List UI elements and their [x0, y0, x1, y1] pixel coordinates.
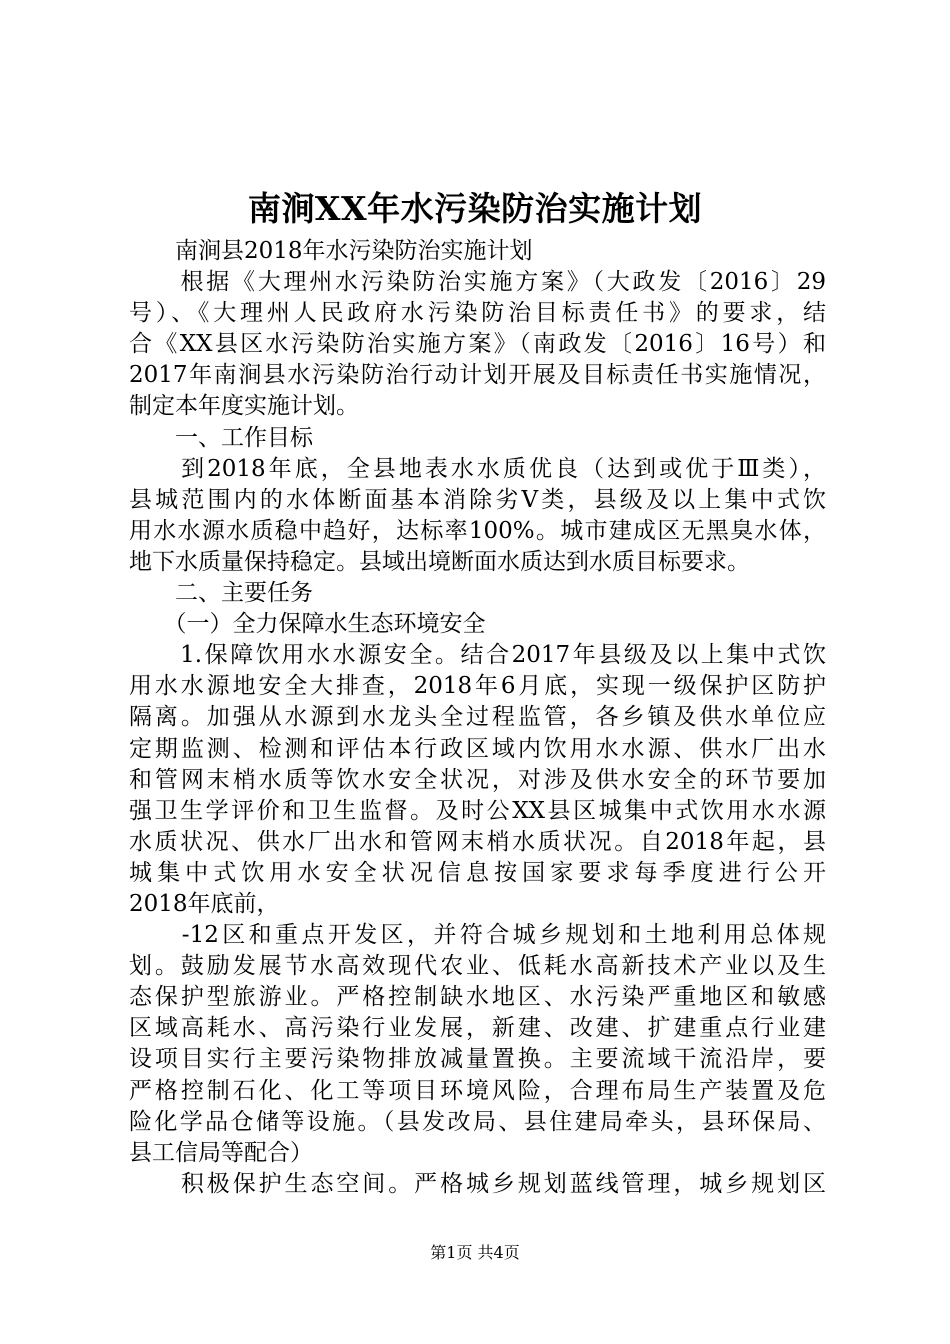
text-line: 地下水质量保持稳定。县域出境断面水质达到水质目标要求。 — [129, 548, 750, 575]
text-line: 严格控制石化、化工等项目环境风险，合理布局生产装置及危 — [129, 1077, 826, 1104]
text-line: 区域高耗水、高污染行业发展，新建、改建、扩建重点行业建 — [129, 1015, 826, 1042]
text-line: 制定本年度实施计划。 — [129, 393, 359, 420]
document-title: 南涧XX年水污染防治实施计划 — [247, 189, 703, 228]
text-line: 1.保障饮用水水源安全。结合2017年县级及以上集中式饮 — [129, 642, 826, 669]
text-line: 划。鼓励发展节水高效现代农业、低耗水高新技术产业以及生 — [129, 953, 826, 980]
text-line: 合《XX县区水污染防治实施方案》（南政发〔2016〕16号）和 — [129, 331, 826, 358]
text-line: 定期监测、检测和评估本行政区域内饮用水水源、供水厂出水 — [129, 735, 826, 762]
text-line: 和管网末梢水质等饮水安全状况，对涉及供水安全的环节要加 — [129, 766, 826, 793]
text-line: -12区和重点开发区，并符合城乡规划和土地利用总体规 — [129, 922, 826, 949]
text-line: 二、主要任务 — [129, 580, 313, 607]
text-line: 南涧县2018年水污染防治实施计划 — [129, 238, 533, 264]
text-line: 态保护型旅游业。严格控制缺水地区、水污染严重地区和敏感 — [129, 984, 826, 1011]
text-line: 水质状况、供水厂出水和管网末梢水质状况。自2018年起，县 — [129, 828, 826, 855]
text-line: 设项目实行主要污染物排放减量置换。主要流域干流沿岸，要 — [129, 1046, 826, 1073]
text-line: 城集中式饮用水安全状况信息按国家要求每季度进行公开 — [129, 859, 826, 886]
text-line: 号）、《大理州人民政府水污染防治目标责任书》的要求，结 — [129, 300, 826, 327]
text-line: 到2018年底，全县地表水水质优良（达到或优于Ⅲ类）， — [129, 455, 826, 482]
text-line: 县工信局等配合） — [129, 1139, 313, 1166]
text-line: 险化学品仓储等设施。（县发改局、县住建局牵头，县环保局、 — [129, 1108, 826, 1135]
text-line: 一、工作目标 — [129, 424, 313, 451]
text-line: 强卫生学评价和卫生监督。及时公XX县区城集中式饮用水水源 — [129, 797, 826, 824]
text-line: 2018年底前， — [129, 890, 280, 917]
text-line: 积极保护生态空间。严格城乡规划蓝线管理，城乡规划区 — [129, 1170, 826, 1197]
text-line: 根据《大理州水污染防治实施方案》（大政发〔2016〕29 — [129, 269, 826, 296]
document-body — [129, 236, 826, 1200]
text-line: 隔离。加强从水源到水龙头全过程监管，各乡镇及供水单位应 — [129, 704, 826, 731]
text-line: 县城范围内的水体断面基本消除劣Ⅴ类，县级及以上集中式饮 — [129, 486, 826, 513]
page-footer: 第1页 共4页 — [430, 1243, 520, 1262]
text-line: （一）全力保障水生态环境安全 — [129, 611, 486, 638]
text-line: 2017年南涧县水污染防治行动计划开展及目标责任书实施情况， — [129, 362, 826, 389]
text-line: 用水水源水质稳中趋好，达标率100%。城市建成区无黑臭水体， — [129, 517, 826, 544]
text-line: 用水水源地安全大排查，2018年6月底，实现一级保护区防护 — [129, 673, 826, 700]
